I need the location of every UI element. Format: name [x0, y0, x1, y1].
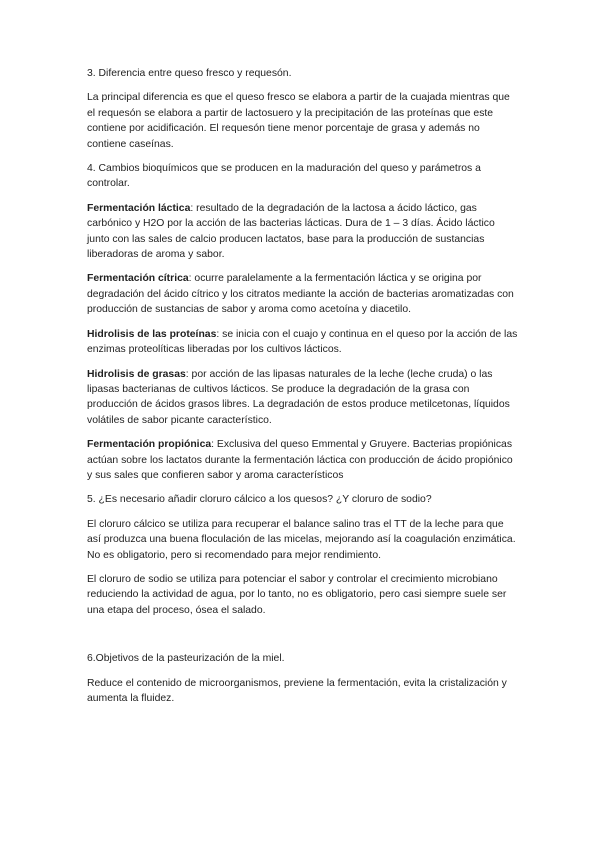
question-3-heading: 3. Diferencia entre queso fresco y requesón. — [87, 68, 292, 79]
process-paragraph — [87, 327, 519, 358]
process-paragraph — [87, 367, 519, 429]
question-5-answer-sodium: El cloruro de sodio se utiliza para potenciar el sabor y controlar el crecimiento microbiano reduciendo la actividad de agua, por lo tanto, no es obligatorio, pero casi siempre suele ser una etapa del proceso, ósea el salado. — [87, 573, 507, 616]
process-description: : ocurre paralelamente a la fermentación láctica y se origina por degradación del ácido cítrico y los citratos mediante la acción de bacterias aromatizadas con producción de sustancias de sabor y aroma como acetoína y diacetilo. — [87, 273, 514, 316]
process-term: Fermentación propiónica — [87, 439, 212, 451]
question-6-heading: 6.Objetivos de la pasteurización de la miel. — [87, 653, 285, 665]
process-paragraph — [87, 201, 519, 263]
process-term: Fermentación cítrica — [87, 273, 189, 285]
process-description: : se inicia con el cuajo y continua en el queso por la acción de las enzimas proteolíticas liberadas por los cultivos lácticos. — [87, 328, 518, 356]
process-term: Hidrolisis de grasas — [87, 368, 186, 380]
process-paragraph — [87, 437, 519, 483]
question-5-heading: 5. ¿Es necesario añadir cloruro cálcico a los quesos? ¿Y cloruro de sodio? — [87, 494, 432, 506]
process-description: : Exclusiva del queso Emmental y Gruyere. Bacterias propiónicas actúan sobre los lactatos durante la fermentación láctica con producción de ácido propiónico y sus sales que confieren sabor y aroma característicos — [87, 439, 513, 481]
process-term: Fermentación láctica — [87, 202, 191, 214]
process-description: : por acción de las lipasas naturales de la leche (leche cruda) o las lipasas bacterianas de cultivos lácticos. Se produce la degradación de la grasa con producción de ácidos grasos libres. La degradación de estos produce metilcetonas, líquidos volátiles de sabor picante característico. — [87, 368, 510, 426]
process-paragraph — [87, 271, 519, 317]
process-term: Hidrolisis de las proteínas — [87, 328, 217, 340]
question-6-answer: Reduce el contenido de microorganismos, previene la fermentación, evita la cristalización y aumenta la fluidez. — [87, 677, 507, 704]
question-5-answer-calcium: El cloruro cálcico se utiliza para recuperar el balance salino tras el TT de la leche para que así produzca una buena floculación de las micelas, mejorando así la coagulación enzimática. No es obligatorio, pero si recomendado para mejor rendimiento. — [87, 518, 516, 561]
document-body — [87, 66, 519, 715]
question-3-answer: La principal diferencia es que el queso fresco se elabora a partir de la cuajada mientras que el requesón se elabora a partir de lactosuero y la precipitación de las proteínas que este contiene por acidificación. El requesón tiene menor porcentaje de grasa y además no contiene caseínas. — [87, 92, 510, 150]
question-4-heading: 4. Cambios bioquímicos que se producen en la maduración del queso y parámetros a controlar. — [87, 163, 481, 190]
process-description: : resultado de la degradación de la lactosa a ácido láctico, gas carbónico y H2O por la acción de las bacterias lácticas. Dura de 1 – 3 días. Ácido láctico junto con las sales de calcio producen lactatos, base para la producción de sustancias liberadoras de aroma y sabor. — [87, 202, 495, 261]
spacer — [87, 627, 519, 651]
